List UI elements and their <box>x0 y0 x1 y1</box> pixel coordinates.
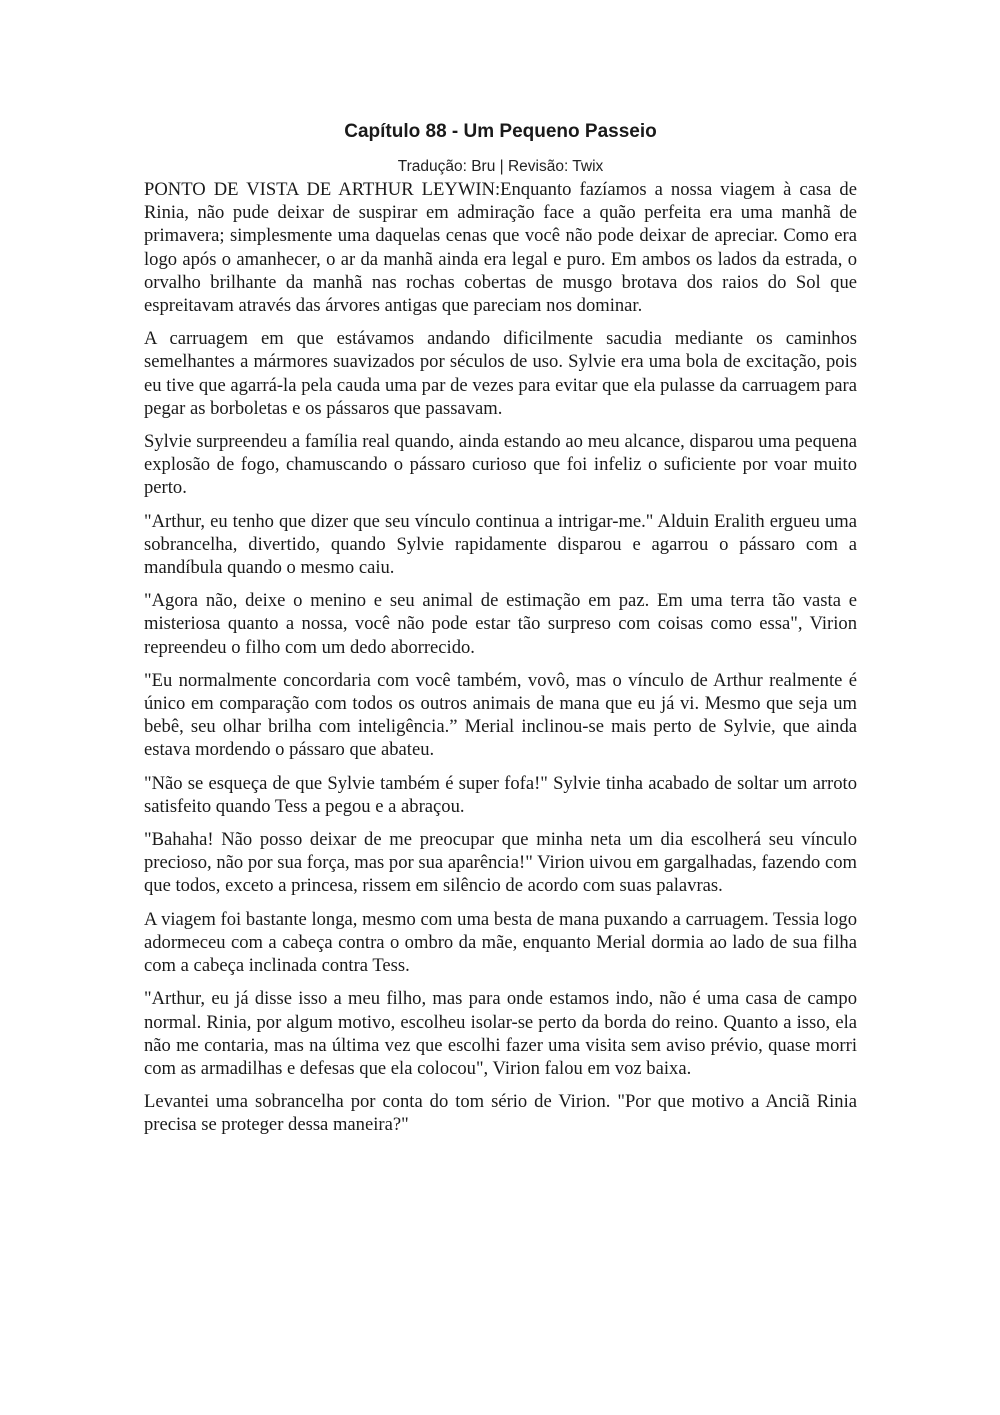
paragraph: A viagem foi bastante longa, mesmo com uma besta de mana puxando a carruagem. Tessia logo adormeceu com a cabeça contra o ombro da mãe, enquanto Merial dormia ao lado de sua filha com a cabeça inclinada contra Tess. <box>144 908 857 977</box>
paragraph: "Eu normalmente concordaria com você também, vovô, mas o vínculo de Arthur realmente é único em comparação com todos os outros animais de mana que eu já vi. Mesmo que seja um bebê, seu olhar brilha com inteligência.” Merial inclinou-se mais perto de Sylvie, que ainda estava mordendo o pássaro que abateu. <box>144 669 857 761</box>
paragraph: "Agora não, deixe o menino e seu animal de estimação em paz. Em uma terra tão vasta e misteriosa quanto a nossa, você não pode estar tão surpreso com coisas como essa", Virion repreendeu o filho com um dedo aborrecido. <box>144 590 857 658</box>
paragraph: Sylvie surpreendeu a família real quando, ainda estando ao meu alcance, disparou uma pequena explosão de fogo, chamuscando o pássaro curioso que foi infeliz o suficiente por voar muito perto. <box>144 431 857 499</box>
chapter-title: Capítulo 88 - Um Pequeno Passeio <box>344 121 657 142</box>
paragraph: PONTO DE VISTA DE ARTHUR LEYWIN:Enquanto fazíamos a nossa viagem à casa de Rinia, não pude deixar de suspirar em admiração face a quão perfeita era uma manhã de primavera; simplesmente uma daquelas cenas que você não pode deixar de apreciar. Como era logo após o amanhecer, o ar da manhã ainda era legal e puro. Em ambos os lados da estrada, o orvalho brilhante da manhã nas rochas cobertas de musgo brotava dos raios do Sol que espreitavam através das árvores antigas que pareciam nos dominar. <box>144 179 857 317</box>
translation-credits: Tradução: Bru | Revisão: Twix <box>397 158 604 175</box>
paragraph: "Não se esqueça de que Sylvie também é super fofa!" Sylvie tinha acabado de soltar um arroto satisfeito quando Tess a pegou e a abraçou. <box>144 772 857 817</box>
chapter-body <box>144 178 857 1137</box>
paragraph: "Arthur, eu já disse isso a meu filho, mas para onde estamos indo, não é uma casa de campo normal. Rinia, por algum motivo, escolheu isolar-se perto da borda do reino. Quanto a isso, ela não me contaria, mas na última vez que escolhi fazer uma visita sem aviso prévio, quase morri com as armadilhas e defesas que ela colocou", Virion falou em voz baixa. <box>144 988 857 1079</box>
paragraph: "Bahaha! Não posso deixar de me preocupar que minha neta um dia escolherá seu vínculo precioso, não por sua força, mas por sua aparência!" Virion uivou em gargalhadas, fazendo com que todos, exceto a princesa, rissem em silêncio de acordo com suas palavras. <box>144 829 857 897</box>
paragraph: Levantei uma sobrancelha por conta do tom sério de Virion. "Por que motivo a Anciã Rinia precisa se proteger dessa maneira?" <box>144 1091 857 1136</box>
paragraph: "Arthur, eu tenho que dizer que seu vínculo continua a intrigar-me." Alduin Eralith ergueu uma sobrancelha, divertido, quando Sylvie rapidamente disparou e agarrou o pássaro com a mandíbula quando o mesmo caiu. <box>144 510 857 579</box>
paragraph: A carruagem em que estávamos andando dificilmente sacudia mediante os caminhos semelhantes a mármores suavizados por séculos de uso. Sylvie era uma bola de excitação, pois eu tive que agarrá-la pela cauda uma par de vezes para evitar que ela pulasse da carruagem para pegar as borboletas e os pássaros que passavam. <box>144 328 857 419</box>
document-page <box>144 118 857 1147</box>
